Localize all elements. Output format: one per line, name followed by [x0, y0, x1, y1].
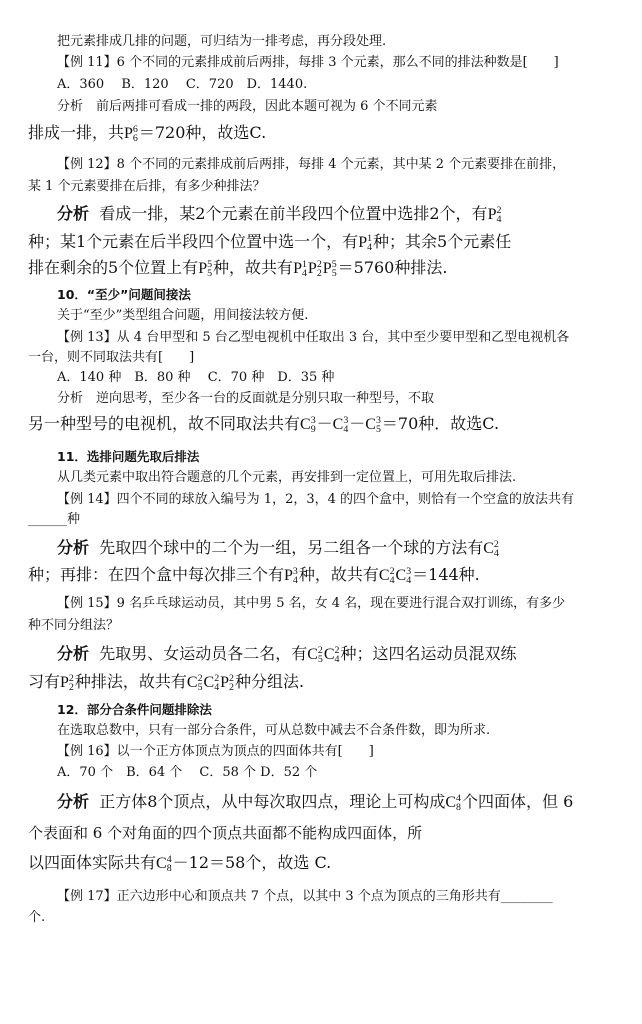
analysis-line: 另一种型号的电视机，故不同取法共有C 3 9 －C 3 4 －C 3 5 ＝70种．故选C.: [28, 414, 500, 436]
example-12-question-cont: 某 1 个元素要排在后排，有多少种排法？: [28, 179, 266, 194]
example-13-options: A．140 种 B．80 种 C．70 种 D．35 种: [57, 370, 335, 385]
example-15-question: 【例 15】9 名乒乓球运动员，其中男 5 名，女 4 名，现在要进行混合双打训练，有多少: [57, 596, 566, 611]
text-line: 从几类元素中取出符合题意的几个元素，再安排到一定位置上，可用先取后排法.: [57, 470, 517, 485]
text-line: 把元素排成几排的问题，可归结为一排考虑，再分段处理.: [57, 34, 387, 49]
example-11-question: 【例 11】6 个不同的元素排成前后两排，每排 3 个元素，那么不同的排法种数是[ ]: [57, 55, 559, 70]
analysis-line: 分析 先取男、女运动员各二名，有C 2 5 C 2 4 种；这四名运动员混双练: [57, 644, 517, 666]
example-16-options: A．70 个 B．64 个 C．58 个 D．52 个: [57, 765, 318, 780]
text-line: 在选取总数中，只有一部分合条件，可从总数中减去不合条件数，即为所求.: [57, 723, 491, 738]
example-14-question: 【例 14】四个不同的球放入编号为 1，2，3，4 的四个盒中，则恰有一个空盒的放法共有: [57, 492, 575, 507]
analysis-line: 个表面和 6 个对角面的四个顶点共面都不能构成四面体，所: [28, 824, 423, 842]
analysis-line: 分析 正方体8个顶点，从中每次取四点，理论上可构成C 4 8 个四面体，但 6: [57, 792, 574, 814]
analysis-line: 分析 逆向思考，至少各一台的反面就是分别只取一种型号，不取: [57, 391, 435, 406]
analysis-line: 种；某1个元素在后半段四个位置中选一个，有P 1 4 种；其余5个元素任: [28, 232, 512, 254]
example-12-question: 【例 12】8 个不同的元素排成前后两排，每排 4 个元素，其中某 2 个元素要排在前排，: [57, 157, 566, 172]
example-11-options: A．360 B．120 C．720 D．1440.: [57, 77, 308, 92]
section-heading: 11．选排问题先取后排法: [57, 449, 200, 464]
example-14-blank: ______种: [28, 512, 81, 527]
example-17-question-cont: 个.: [28, 910, 46, 925]
analysis-line: 习有P 2 2 种排法，故共有C 2 5 C 2 4 P 2 2 种分组法.: [28, 672, 305, 694]
example-15-question-cont: 种不同分组法？: [28, 618, 120, 633]
analysis-line: 以四面体实际共有C 4 8 －12＝58个，故选 C.: [28, 853, 332, 875]
analysis-line: 排成一排，共P 6 6 ＝720种，故选C.: [28, 123, 267, 145]
analysis-line: 分析 看成一排，某2个元素在前半段四个位置中选排2个，有P 2 4: [57, 204, 502, 226]
text-line: 关于“至少”类型组合问题，用间接法较方便.: [57, 308, 309, 323]
analysis-line: 排在剩余的5个位置上有P 5 5 种，故共有P 1 4 P 2 2 P 5 5 ＝5760种排法.: [28, 258, 448, 280]
analysis-line: 种；再排：在四个盒中每次排三个有P 3 4 种，故共有C 2 4 C 3 4 ＝144种.: [28, 565, 480, 587]
example-16-question: 【例 16】以一个正方体顶点为顶点的四面体共有[ ]: [57, 744, 374, 759]
section-heading: 10．“至少”问题间接法: [57, 287, 191, 302]
section-heading: 12．部分合条件问题排除法: [57, 702, 212, 717]
example-13-question: 【例 13】从 4 台甲型和 5 台乙型电视机中任取出 3 台，其中至少要甲型和乙型电视机各: [57, 330, 570, 345]
example-17-question: 【例 17】正六边形中心和顶点共 7 个点，以其中 3 个点为顶点的三角形共有________: [57, 889, 553, 904]
example-13-question-cont: 一台，则不同取法共有[ ]: [28, 350, 195, 365]
math-expression: P 6 6: [124, 123, 138, 145]
analysis-line: 分析 前后两排可看成一排的两段，因此本题可视为 6 个不同元素: [57, 99, 438, 114]
analysis-line: 分析 先取四个球中的二个为一组，另二组各一个球的方法有C 2 4: [57, 538, 499, 560]
